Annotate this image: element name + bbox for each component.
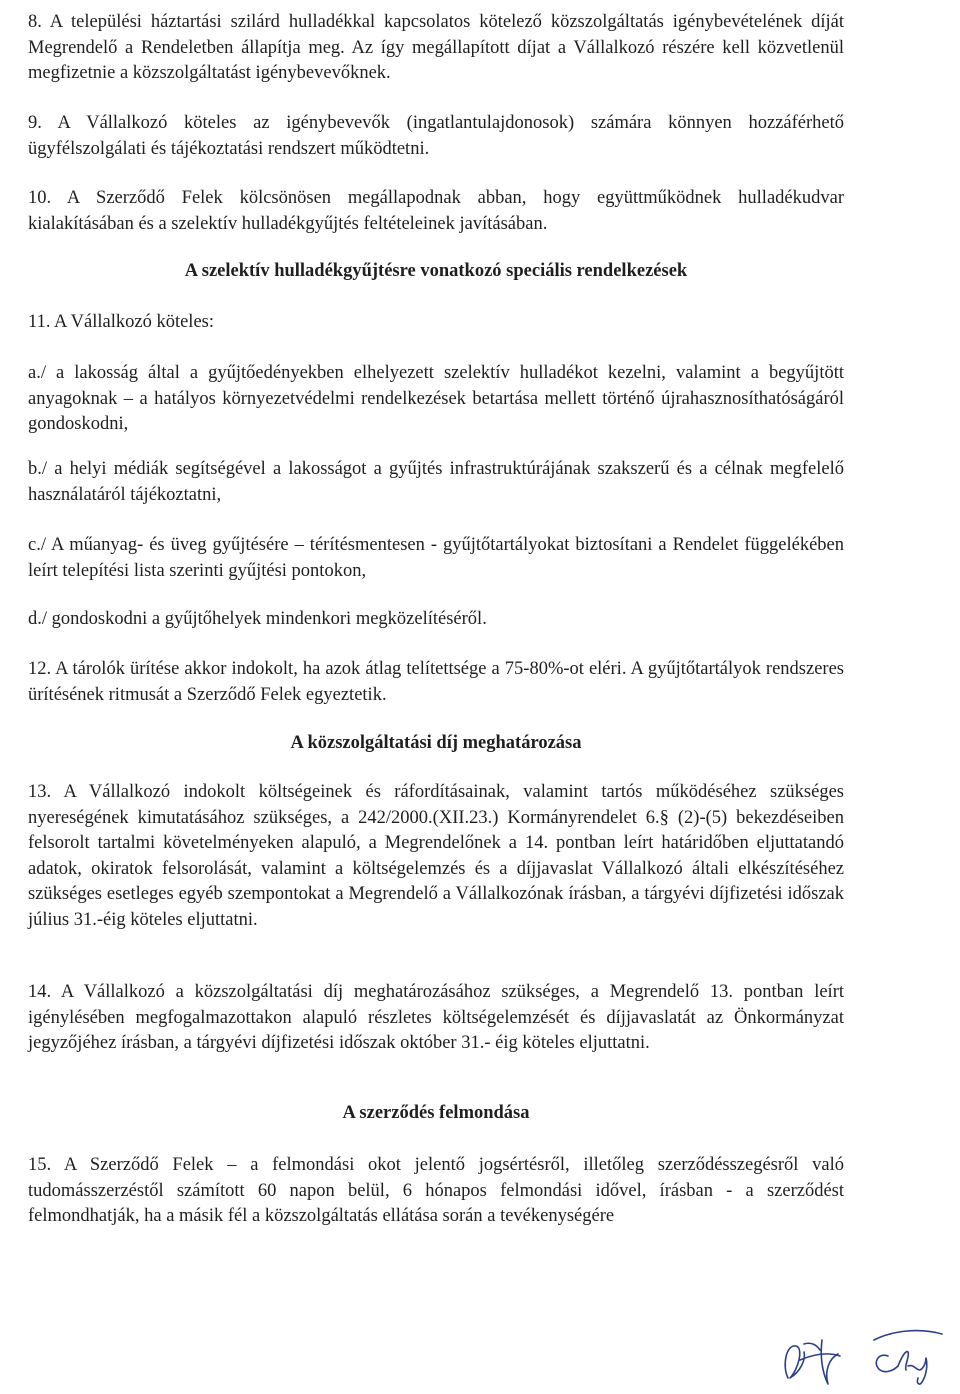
paragraph-13: 13. A Vállalkozó indokolt költségeinek és ráfordításainak, valamint tartós működéséhez szükséges nyereségének kimutatásához szükséges, a 242/2000.(XII.23.) Kormányrendelet 6.§ (2)-(5) bekezdéseiben felsorolt tartalmi követelményeken alapuló, a Megrendelőnek a 14. pontban leírt határidőben eljuttatandó adatok, okiratok felsorolását, valamint a költségelemzés és a díjjavaslat Vállalkozó általi elkészítéséhez szükséges esetleges egyéb szempontokat a Megrendelő a Vállalkozónak írásban, a tárgyévi díjfizetési időszak július 31.-éig köteles eljuttatni. — [28, 782, 844, 930]
paragraph-15: 15. A Szerződő Felek – a felmondási okot jelentő jogsértésről, illetőleg szerződésszegésről való tudomásszerzéstől számított 60 napon belül, 6 hónapos felmondási idővel, írásban - a szerződést felmondhatják, ha a másik fél a közszolgáltatás ellátása során a tevékenységére — [28, 1155, 844, 1226]
item-d: d./ gondoskodni a gyűjtőhelyek mindenkori megközelítéséről. — [28, 609, 487, 629]
paragraph-9: 9. A Vállalkozó köteles az igénybevevők (ingatlantulajdonosok) számára könnyen hozzáférhető ügyfélszolgálati és tájékoztatási rendszert működtetni. — [28, 113, 844, 159]
signature-initials — [770, 1300, 950, 1390]
paragraph-12: 12. A tárolók ürítése akkor indokolt, ha azok átlag telítettsége a 75-80%-ot eléri. A gyűjtőtartályok rendszeres ürítésének ritmusát a Szerződő Felek egyeztetik. — [28, 659, 844, 705]
item-b: b./ a helyi médiák segítségével a lakosságot a gyűjtés infrastruktúrájának szakszerű és a célnak megfelelő használatáról tájékoztatni, — [28, 459, 844, 505]
heading-felmondas: A szerződés felmondása — [342, 1103, 530, 1123]
paragraph-8: 8. A települési háztartási szilárd hulladékkal kapcsolatos kötelező közszolgáltatás igénybevételének díját Megrendelő a Rendeletben állapítja meg. Az így megállapított díjat a Vállalkozó részére kell közvetlenül megfizetnie a közszolgáltatást igénybevevőknek. — [28, 12, 844, 83]
paragraph-14: 14. A Vállalkozó a közszolgáltatási díj meghatározásához szükséges, a Megrendelő 13. pontban leírt igénylésében megfogalmazottakon alapuló részletes költségelemzését és díjjavaslatát az Önkormányzat jegyzőjéhez írásban, a tárgyévi díjfizetési időszak október 31.- éig köteles eljuttatni. — [28, 982, 844, 1053]
heading-dij: A közszolgáltatási díj meghatározása — [290, 733, 582, 753]
heading-szelektiv: A szelektív hulladékgyűjtésre vonatkozó speciális rendelkezések — [184, 261, 688, 281]
item-a: a./ a lakosság által a gyűjtőedényekben elhelyezett szelektív hulladékot kezelni, valamint a begyűjtött anyagoknak – a hatályos környezetvédelmi rendelkezések betartása mellett történő újrahasznosíthatóságáról gondoskodni, — [28, 363, 844, 434]
item-c: c./ A műanyag- és üveg gyűjtésére – térítésmentesen - gyűjtőtartályokat biztosítani a Rendelet függelékében leírt telepítési lista szerinti gyűjtési pontokon, — [28, 535, 844, 581]
paragraph-10: 10. A Szerződő Felek kölcsönösen megállapodnak abban, hogy együttműködnek hulladékudvar kialakításában és a szelektív hulladékgyűjtés feltételeinek javításában. — [28, 188, 844, 234]
paragraph-11: 11. A Vállalkozó köteles: — [28, 312, 215, 332]
